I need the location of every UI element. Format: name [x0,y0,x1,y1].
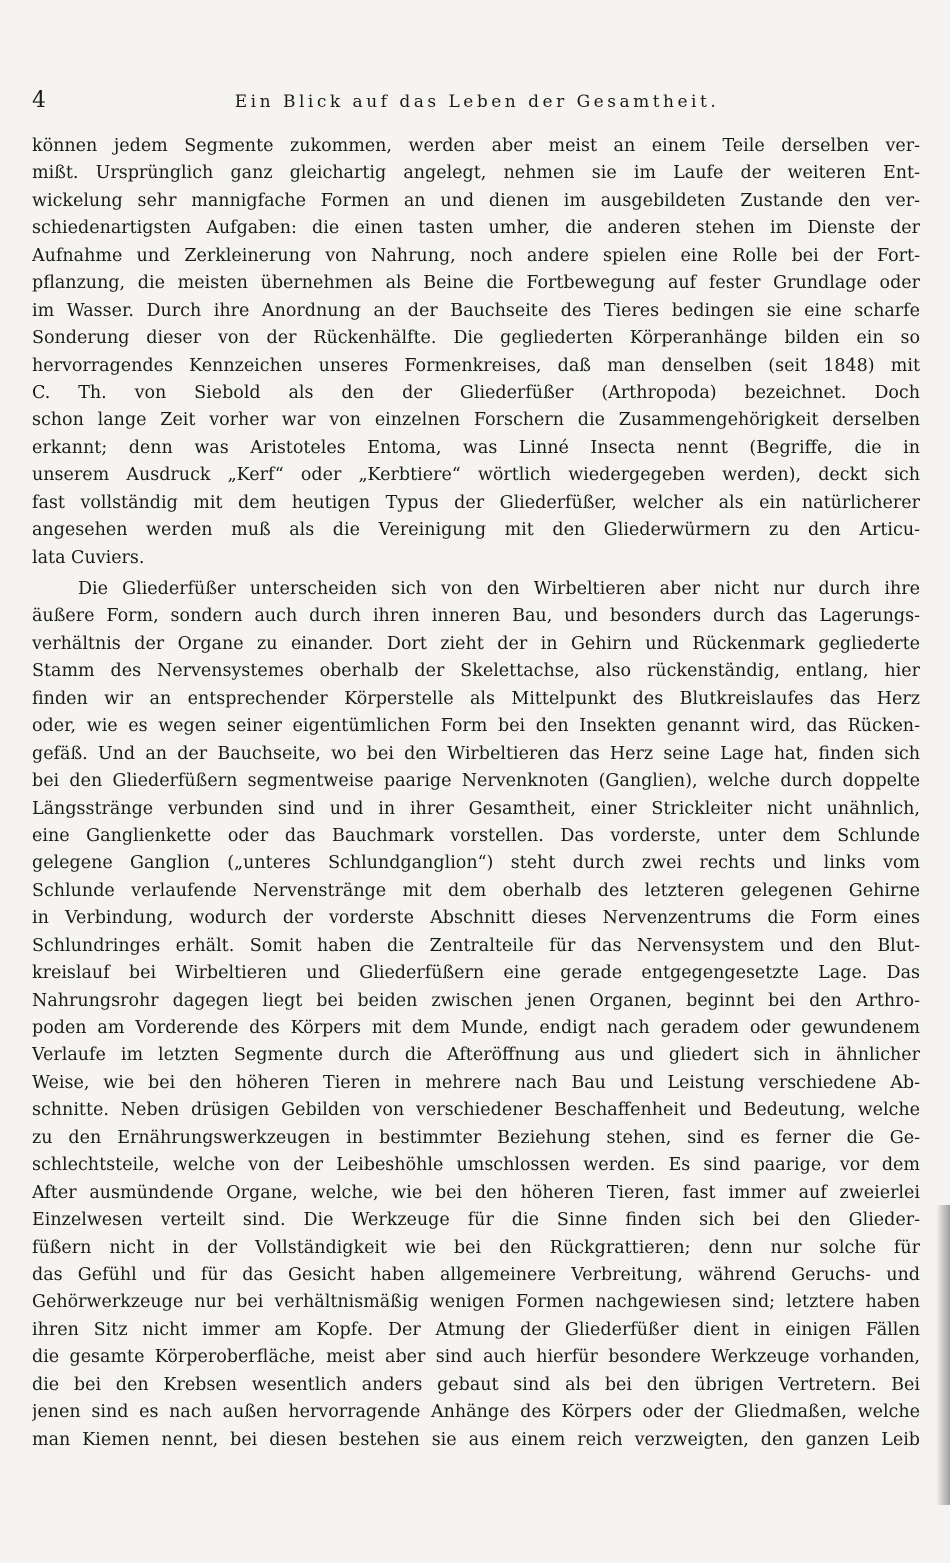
text-line: eine Ganglienkette oder das Bauchmark vorstellen. Das vorderste, unter dem Schlunde [32,825,920,846]
text-line: Einzelwesen verteilt sind. Die Werkzeuge für die Sinne finden sich bei den Glieder- [32,1210,920,1231]
text-line: Sonderung dieser von der Rückenhälfte. Die gegliederten Körperanhänge bilden ein so [32,328,920,349]
text-line: schlechtsteile, welche von der Leibeshöhle umschlossen werden. Es sind paarige, vor dem [32,1155,920,1176]
page-header [32,88,922,116]
text-line: Die Gliederfüßer unterscheiden sich von den Wirbeltieren aber nicht nur durch ihre [78,579,920,599]
text-line: ihren Sitz nicht immer am Kopfe. Der Atmung der Gliederfüßer dient in einigen Fällen [32,1319,920,1340]
text-line: unserem Ausdruck „Kerf“ oder „Kerbtiere“ wörtlich wiedergegeben werden), deckt sich [32,465,920,486]
text-line: gefäß. Und an der Bauchseite, wo bei den Wirbeltieren das Herz seine Lage hat, finden sich [32,743,920,764]
page-number: 4 [32,88,46,113]
text-line: verhältnis der Organe zu einander. Dort zieht der in Gehirn und Rückenmark gegliederte [32,633,920,654]
text-line: wickelung sehr mannigfache Formen an und dienen im ausgebildeten Zustande den ver- [32,190,920,211]
text-line: bei den Gliederfüßern segmentweise paarige Nervenknoten (Ganglien), welche durch doppelte [32,771,920,792]
paragraph [32,133,920,572]
text-line: jenen sind es nach außen hervorragende Anhänge des Körpers oder der Gliedmaßen, welche [32,1402,920,1423]
text-line: finden wir an entsprechender Körperstelle als Mittelpunkt des Blutkreislaufes das Herz [32,688,920,709]
text-line: die bei den Krebsen wesentlich anders gebaut sind als bei den übrigen Vertretern. Bei [32,1374,920,1395]
text-line: schon lange Zeit vorher war von einzelnen Forschern die Zusammengehörigkeit derselben [32,410,920,431]
text-line: Weise, wie bei den höheren Tieren in mehrere nach Bau und Leistung verschiedene Ab- [32,1072,920,1093]
text-line: Längsstränge verbunden sind und in ihrer Gesamtheit, einer Strickleiter nicht unähnlich, [32,798,920,819]
text-line: die gesamte Körperoberfläche, meist aber sind auch hierfür besondere Werkzeuge vorhanden, [32,1347,920,1368]
text-line: Gehörwerkzeuge nur bei verhältnismäßig wenigen Formen nachgewiesen sind; letztere haben [32,1292,920,1313]
text-line: zu den Ernährungswerkzeugen in bestimmter Beziehung stehen, sind es ferner die Ge- [32,1127,920,1148]
text-line: Verlaufe im letzten Segmente durch die Afteröffnung aus und gliedert sich in ähnlicher [32,1045,920,1066]
text-line: Nahrungsrohr dagegen liegt bei beiden zwischen jenen Organen, beginnt bei den Arthro- [32,990,920,1011]
text-line: das Gefühl und für das Gesicht haben allgemeinere Verbreitung, während Geruchs- und [32,1264,920,1285]
text-line: pflanzung, die meisten übernehmen als Beine die Fortbewegung auf fester Grundlage oder [32,273,920,294]
running-title: Ein Blick auf das Leben der Gesamtheit. [234,92,720,112]
text-line: im Wasser. Durch ihre Anordnung an der Bauchseite des Tieres bedingen sie eine scharfe [32,300,920,321]
text-line: gelegene Ganglion („unteres Schlundganglion“) steht durch zwei rechts und links vom [32,853,920,874]
text-line: kreislauf bei Wirbeltieren und Gliederfüßern eine gerade entgegengesetzte Lage. Das [32,963,920,984]
body-text [32,133,920,1454]
text-line: schiedenartigsten Aufgaben: die einen tasten umher, die anderen stehen im Dienste der [32,218,920,239]
text-line: angesehen werden muß als die Vereinigung mit den Gliederwürmern zu den Articu- [32,520,920,541]
text-line: können jedem Segmente zukommen, werden aber meist an einem Teile derselben ver- [32,136,920,156]
text-line: lata Cuviers. [32,547,145,568]
text-line: erkannt; denn was Aristoteles Entoma, was Linné Insecta nennt (Begriffe, die in [32,437,920,458]
text-line: Schlunde verlaufende Nervenstränge mit dem oberhalb des letzteren gelegenen Gehirne [32,880,920,901]
text-line: C. Th. von Siebold als den der Gliederfüßer (Arthropoda) bezeichnet. Doch [32,382,920,403]
text-line: oder, wie es wegen seiner eigentümlichen Form bei den Insekten genannt wird, das Rücken- [32,716,920,737]
text-line: man Kiemen nennt, bei diesen bestehen sie aus einem reich verzweigten, den ganzen Leib [32,1429,920,1450]
text-line: After ausmündende Organe, welche, wie bei den höheren Tieren, fast immer auf zweierlei [32,1182,920,1203]
text-line: schnitte. Neben drüsigen Gebilden von verschiedener Beschaffenheit und Bedeutung, welche [32,1100,920,1121]
text-line: füßern nicht in der Vollständigkeit wie bei den Rückgrattieren; denn nur solche für [32,1237,920,1258]
text-line: mißt. Ursprünglich ganz gleichartig angelegt, nehmen sie im Laufe der weiteren Ent- [32,163,920,184]
text-line: Aufnahme und Zerkleinerung von Nahrung, noch andere spielen eine Rolle bei der Fort- [32,245,920,266]
text-line: Stamm des Nervensystemes oberhalb der Skelettachse, also rückenständig, entlang, hier [32,661,920,682]
paragraph [32,576,920,1454]
text-line: äußere Form, sondern auch durch ihren inneren Bau, und besonders durch das Lagerungs- [32,606,920,627]
text-line: hervorragendes Kennzeichen unseres Formenkreises, daß man denselben (seit 1848) mit [32,355,920,376]
text-line: fast vollständig mit dem heutigen Typus der Gliederfüßer, welcher als ein natürlicherer [32,492,920,513]
text-line: poden am Vorderende des Körpers mit dem Munde, endigt nach geradem oder gewundenem [32,1018,920,1038]
text-line: Schlundringes erhält. Somit haben die Zentralteile für das Nervensystem und den Blut- [32,935,920,956]
page-edge-shadow [936,1205,950,1505]
text-line: in Verbindung, wodurch der vorderste Abschnitt dieses Nervenzentrums die Form eines [32,908,920,929]
